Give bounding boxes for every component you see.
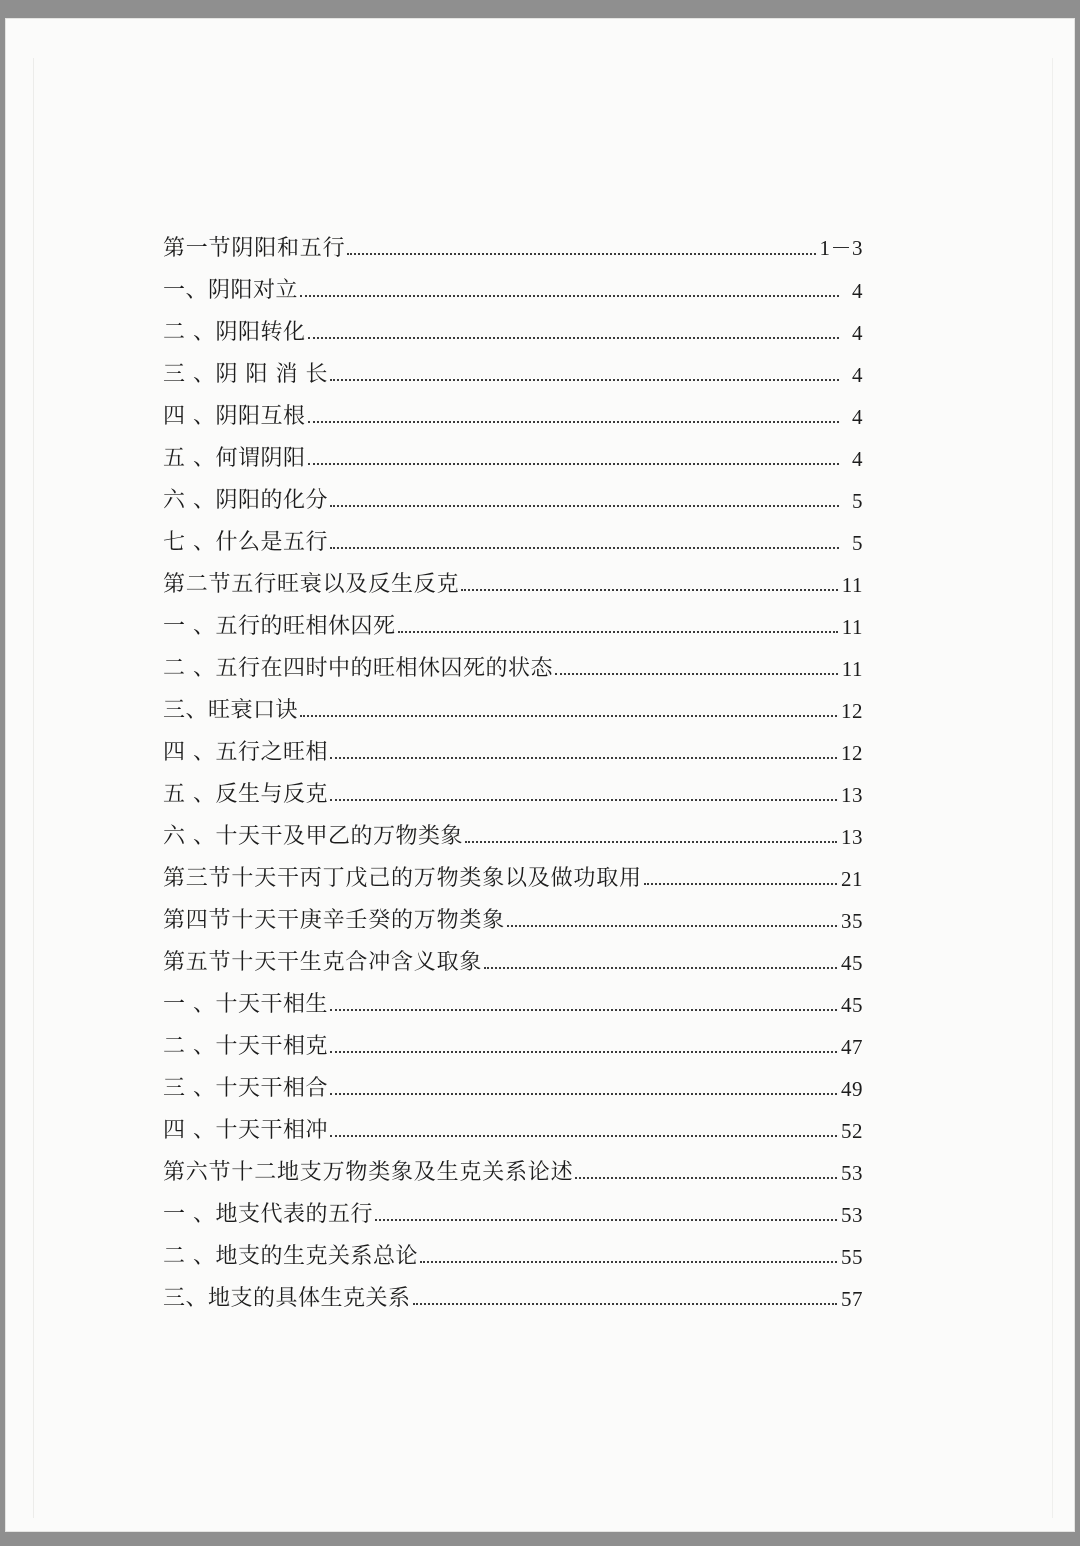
toc-entry-title: 第五节十天干生克合冲含义取象 (163, 950, 483, 975)
dot-leader (330, 379, 839, 381)
dot-leader (308, 337, 840, 339)
toc-entry-page: 35 (841, 909, 863, 933)
dot-leader (300, 295, 839, 297)
toc-entry (163, 438, 863, 472)
dot-leader (330, 1093, 837, 1095)
toc-entry-title: 二 、阴阳转化 (163, 320, 306, 345)
toc-entry-page: 53 (841, 1161, 863, 1185)
toc-entry (163, 816, 863, 850)
toc-entry-title: 四 、十天干相冲 (163, 1118, 328, 1143)
toc-entry (163, 312, 863, 346)
toc-entry-title: 二 、五行在四时中的旺相休囚死的状态 (163, 656, 553, 681)
toc-entry-page: 49 (841, 1077, 863, 1101)
dot-leader (465, 841, 837, 843)
dot-leader (555, 673, 838, 675)
toc-entry-page: 4 (852, 363, 863, 387)
document-page (5, 18, 1075, 1532)
toc-entry-title: 三、旺衰口诀 (163, 698, 299, 723)
dot-leader (330, 799, 837, 801)
toc-entry-title: 四 、五行之旺相 (163, 740, 328, 765)
toc-entry-page: 21 (841, 867, 863, 891)
toc-entry (163, 1152, 863, 1186)
toc-entry-title: 第一节阴阳和五行 (163, 236, 346, 261)
toc-entry-page: 13 (841, 783, 863, 807)
dot-leader (330, 547, 839, 549)
dot-leader (347, 253, 815, 255)
toc-entry-page: 4 (852, 447, 863, 471)
dot-leader (375, 1219, 837, 1221)
dot-leader (330, 1051, 837, 1053)
toc-entry-page: 47 (841, 1035, 863, 1059)
dot-leader (308, 421, 840, 423)
toc-entry-page: 57 (841, 1287, 863, 1311)
toc-entry-title: 三、地支的具体生克关系 (163, 1286, 411, 1311)
toc-entry (163, 690, 863, 724)
toc-entry-title: 一、阴阳对立 (163, 278, 299, 303)
dot-leader (461, 589, 837, 591)
toc-entry (163, 522, 863, 556)
toc-entry (163, 270, 863, 304)
toc-entry (163, 900, 863, 934)
toc-entry-page: 5 (852, 531, 863, 555)
toc-entry (163, 606, 863, 640)
scan-edge-line (33, 58, 34, 1518)
dot-leader (420, 1261, 837, 1263)
toc-entry-page: 53 (841, 1203, 863, 1227)
toc-entry-title: 一 、五行的旺相休囚死 (163, 614, 396, 639)
toc-entry-title: 第二节五行旺衰以及反生反克 (163, 572, 460, 597)
toc-entry-title: 三 、十天干相合 (163, 1076, 328, 1101)
toc-entry (163, 480, 863, 514)
dot-leader (330, 505, 839, 507)
toc-entry-page: 52 (841, 1119, 863, 1143)
toc-entry-title: 五 、何谓阴阳 (163, 446, 306, 471)
toc-entry-page: 13 (841, 825, 863, 849)
toc-entry-title: 第四节十天干庚辛壬癸的万物类象 (163, 908, 506, 933)
dot-leader (644, 883, 837, 885)
toc-entry-page: 4 (852, 279, 863, 303)
dot-leader (413, 1303, 837, 1305)
dot-leader (398, 631, 838, 633)
toc-entry-page: 11 (841, 657, 863, 681)
toc-entry-page: 11 (841, 615, 863, 639)
dot-leader (484, 967, 837, 969)
scan-edge-line (1052, 58, 1053, 1518)
toc-entry-title: 第三节十天干丙丁戊己的万物类象以及做功取用 (163, 866, 642, 891)
toc-entry-page: 4 (852, 405, 863, 429)
toc-entry-title: 二 、十天干相克 (163, 1034, 328, 1059)
dot-leader (330, 1009, 837, 1011)
toc-entry-title: 七 、什么是五行 (163, 530, 328, 555)
toc-entry-title: 二 、地支的生克关系总论 (163, 1244, 418, 1269)
toc-entry-title: 一 、十天干相生 (163, 992, 328, 1017)
toc-entry-title: 六 、阴阳的化分 (163, 488, 328, 513)
toc-entry (163, 648, 863, 682)
toc-entry-page: 45 (841, 951, 863, 975)
toc-entry (163, 354, 863, 388)
toc-entry (163, 858, 863, 892)
toc-entry (163, 1236, 863, 1270)
toc-entry-title: 一 、地支代表的五行 (163, 1202, 373, 1227)
toc-entry (163, 228, 863, 262)
dot-leader (330, 1135, 837, 1137)
toc-entry (163, 774, 863, 808)
dot-leader (300, 715, 837, 717)
toc-entry (163, 1110, 863, 1144)
toc-entry-title: 五 、反生与反克 (163, 782, 328, 807)
toc-entry (163, 1194, 863, 1228)
toc-entry-page: 12 (841, 741, 863, 765)
toc-entry-title: 六 、十天干及甲乙的万物类象 (163, 824, 463, 849)
toc-entry (163, 942, 863, 976)
toc-entry-page: 4 (852, 321, 863, 345)
toc-entry-page: 11 (841, 573, 863, 597)
toc-entry (163, 732, 863, 766)
toc-entry-page: 12 (841, 699, 863, 723)
dot-leader (330, 757, 837, 759)
toc-entry-title: 第六节十二地支万物类象及生克关系论述 (163, 1160, 574, 1185)
toc-entry-title: 四 、阴阳互根 (163, 404, 306, 429)
toc-entry (163, 1026, 863, 1060)
dot-leader (507, 925, 837, 927)
dot-leader (308, 463, 840, 465)
toc-entry (163, 1278, 863, 1312)
toc-entry-title: 三 、阴 阳 消 长 (163, 362, 328, 387)
toc-entry-page: 55 (841, 1245, 863, 1269)
dot-leader (575, 1177, 837, 1179)
toc-entry (163, 984, 863, 1018)
toc-entry-page: 5 (852, 489, 863, 513)
toc-entry (163, 396, 863, 430)
toc-entry (163, 564, 863, 598)
toc-entry (163, 1068, 863, 1102)
toc-entry-page: 1－3 (819, 236, 863, 260)
toc-entry-page: 45 (841, 993, 863, 1017)
